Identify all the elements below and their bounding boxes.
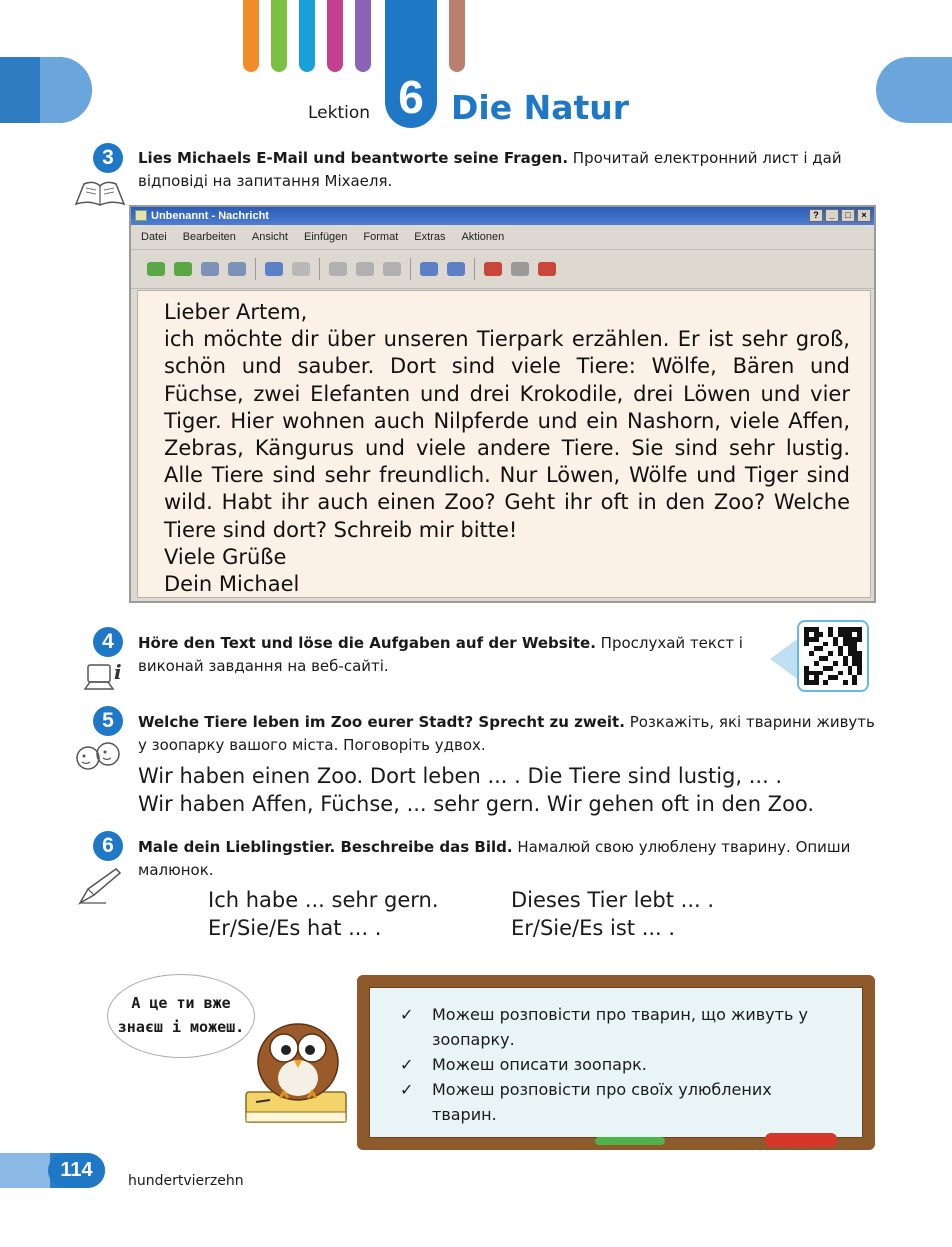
task-5-phrase-2: Wir haben Affen, Füchse, ... sehr gern. Wir gehen oft in den Zoo.	[138, 792, 815, 816]
speech-bubble-line-1: А це ти вже	[131, 994, 231, 1012]
page-number: 114	[48, 1153, 105, 1188]
menu-datei[interactable]: Datei	[141, 231, 167, 243]
summary-item-text: Можеш розповісти про тварин, що живуть у зоопарку.	[432, 1005, 808, 1049]
email-greeting: Lieber Artem,	[164, 300, 308, 324]
toolbar-separator	[410, 258, 411, 280]
close-button[interactable]: ×	[857, 209, 871, 222]
email-body	[137, 290, 871, 598]
task-5-phrase-1: Wir haben einen Zoo. Dort leben ... . Die Tiere sind lustig, ... .	[138, 764, 783, 788]
task-5-number: 5	[93, 706, 123, 736]
flag-icon[interactable]	[484, 262, 502, 276]
summary-item	[400, 1052, 840, 1077]
maximize-button[interactable]: □	[841, 209, 855, 222]
message-icon	[135, 210, 147, 221]
menu-ansicht[interactable]: Ansicht	[251, 231, 288, 243]
two-faces-icon	[72, 740, 126, 774]
reply-icon[interactable]	[147, 262, 165, 276]
summary-item	[400, 1077, 840, 1127]
task-3-number: 3	[93, 143, 123, 173]
task-5-instruction	[138, 711, 875, 757]
task-5-instruction-de: Welche Tiere leben im Zoo eurer Stadt? Sprecht zu zweit.	[138, 713, 625, 731]
qr-pointer	[770, 637, 800, 681]
qr-code[interactable]	[797, 620, 869, 692]
task-6-instruction-de: Male dein Lieblingstier. Beschreibe das Bild.	[138, 838, 513, 856]
delete-icon[interactable]	[511, 262, 529, 276]
pen-writing-icon	[76, 865, 122, 907]
help-button[interactable]: ?	[809, 209, 823, 222]
print-icon[interactable]	[228, 262, 246, 276]
task-4-instruction-de: Höre den Text und löse die Aufgaben auf der Website.	[138, 634, 596, 652]
email-signature: Dein Michael	[164, 572, 300, 597]
previous-icon[interactable]	[329, 262, 347, 276]
email-window-titlebar	[131, 207, 874, 225]
summary-item-text: Можеш розповісти про своїх улюблених тварин.	[432, 1080, 772, 1124]
sponge-illustration	[765, 1133, 837, 1147]
minimize-button[interactable]: _	[825, 209, 839, 222]
open-book-icon	[74, 178, 126, 208]
task-6-phrase-1: Ich habe ... sehr gern.	[208, 888, 439, 912]
menu-aktionen[interactable]: Aktionen	[461, 231, 505, 243]
task-6-phrase-3: Er/Sie/Es hat ... .	[208, 916, 382, 940]
toolbar-separator	[319, 258, 320, 280]
task-6-number: 6	[93, 831, 123, 861]
check-icon: ✓	[400, 1080, 414, 1099]
laptop-info-icon	[84, 657, 128, 697]
task-6-phrase-2: Dieses Tier lebt ... .	[511, 888, 715, 912]
next-icon[interactable]	[356, 262, 374, 276]
window-controls	[809, 209, 871, 222]
address-book-icon[interactable]	[383, 262, 401, 276]
header-tab-decoration-right	[876, 57, 952, 123]
task-4-instruction-ua: Прослухай текст і виконай завдання на веб-сайті.	[138, 634, 743, 675]
reply-all-icon[interactable]	[174, 262, 192, 276]
task-3-instruction-ua: Прочитай електронний лист і дай відповіді на запитання Міхаеля.	[138, 149, 842, 190]
menu-bar	[131, 225, 874, 249]
up-icon[interactable]	[420, 262, 438, 276]
header-stripe-brown	[449, 0, 465, 72]
email-closing: Viele Grüße	[164, 544, 287, 569]
toolbar	[131, 249, 874, 289]
email-window-title: Unbenannt - Nachricht	[151, 210, 269, 222]
page-number-word: hundertvierzehn	[128, 1173, 244, 1189]
menu-einfuegen[interactable]: Einfügen	[303, 231, 348, 243]
task-6-instruction-ua: Намалюй свою улюблену тварину. Опиши малюнок.	[138, 838, 851, 879]
header-stripe-magenta	[327, 0, 343, 72]
task-3-instruction-de: Lies Michaels E-Mail und beantworte seine Fragen.	[138, 149, 569, 167]
move-icon[interactable]	[265, 262, 283, 276]
menu-extras[interactable]: Extras	[414, 231, 446, 243]
lesson-label: Lektion	[308, 103, 371, 123]
email-window	[129, 205, 876, 603]
task-5-instruction-ua: Розкажіть, які тварини живуть у зоопарку вашого міста. Поговоріть удвох.	[138, 713, 875, 754]
qr-code-pattern	[804, 627, 862, 685]
summary-item-text: Можеш описати зоопарк.	[432, 1055, 647, 1074]
menu-format[interactable]: Format	[363, 231, 399, 243]
task-3-instruction	[138, 147, 875, 193]
down-icon[interactable]	[447, 262, 465, 276]
header-stripe-cyan	[299, 0, 315, 72]
summary-item	[400, 1002, 840, 1052]
copy-icon[interactable]	[292, 262, 310, 276]
chalk-illustration	[595, 1137, 665, 1145]
toolbar-separator	[474, 258, 475, 280]
header-stripe-purple	[355, 0, 371, 72]
summary-board	[357, 975, 875, 1150]
owl-on-book-illustration	[244, 1000, 349, 1126]
header-stripe-green	[271, 0, 287, 72]
lesson-number: 6	[398, 71, 424, 123]
summary-board-surface	[369, 987, 863, 1138]
menu-bearbeiten[interactable]: Bearbeiten	[182, 231, 236, 243]
junk-icon[interactable]	[538, 262, 556, 276]
svg-text:i: i	[114, 660, 122, 684]
speech-bubble	[107, 974, 255, 1058]
task-4-number: 4	[93, 627, 123, 657]
forward-icon[interactable]	[201, 262, 219, 276]
toolbar-separator	[255, 258, 256, 280]
header-tab-decoration-left	[0, 57, 92, 123]
task-4-instruction	[138, 632, 743, 678]
check-icon: ✓	[400, 1005, 414, 1024]
email-text: ich möchte dir über unseren Tierpark erzählen. Er ist sehr groß, schön und sauber. Dort sind viele Tiere: Wölfe, Bären und Füchse, zwei Elefanten und drei Krokodile, drei Löwen und vier Tiger. Hier wohnen auch Nilpferde und ein Nashorn, viele Affen, Zebras, Kängurus und viele andere Tiere. Sie sind sehr lustig. Alle Tiere sind sehr freundlich. Nur Löwen, Wölfe und Tiger sind wild. Habt ihr auch einen Zoo? Geht ihr oft in den Zoo? Welche Tiere sind dort? Schreib mir bitte!	[164, 327, 850, 542]
header-stripe-orange	[243, 0, 259, 72]
speech-bubble-line-2: знаєш і можеш.	[117, 1018, 245, 1036]
task-6-instruction	[138, 836, 875, 882]
lesson-title: Die Natur	[451, 88, 630, 127]
check-icon: ✓	[400, 1055, 414, 1074]
task-6-phrase-4: Er/Sie/Es ist ... .	[511, 916, 676, 940]
